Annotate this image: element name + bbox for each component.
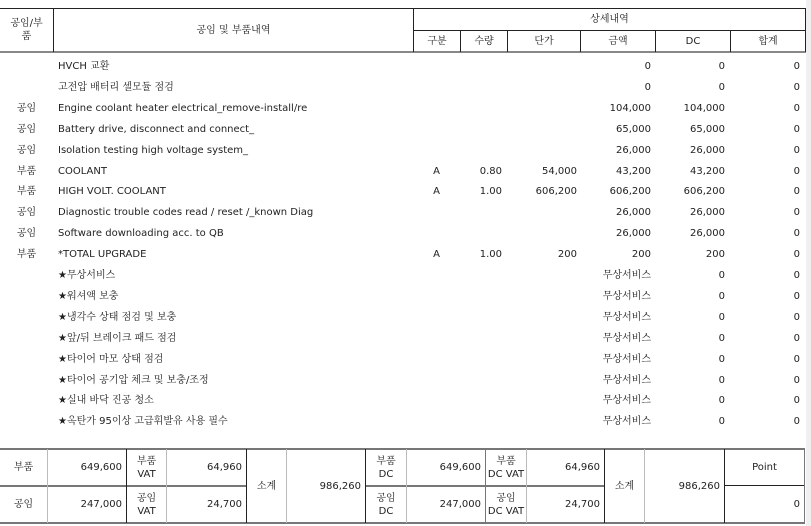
- labor-dc-label: [366, 487, 406, 522]
- table-row[interactable]: [0, 370, 806, 391]
- dc-subtotal-label: 소계: [614, 480, 635, 492]
- parts-dc-label-line2: DC: [378, 468, 394, 480]
- row-dc: 43,200: [690, 165, 725, 177]
- row-amount: 무상서비스: [602, 374, 651, 386]
- table-row[interactable]: [0, 390, 806, 411]
- row-type: [0, 390, 53, 411]
- row-total: 0: [793, 353, 800, 365]
- row-division: [413, 77, 460, 98]
- row-type: 부품: [16, 249, 37, 261]
- row-type: [0, 411, 53, 432]
- table-row[interactable]: [0, 140, 806, 161]
- row-unit-price: [507, 56, 577, 77]
- table-row[interactable]: [0, 349, 806, 370]
- row-division: [413, 307, 460, 328]
- labor-vat-label-line1: 공임: [136, 492, 157, 504]
- header-quantity: 수량: [474, 35, 494, 47]
- parts-value: 649,600: [80, 462, 122, 473]
- row-description: ★타이어 공기압 체크 및 보충/조정: [58, 374, 209, 386]
- summary-bottom-border: [0, 522, 805, 524]
- row-total: 0: [793, 290, 800, 302]
- row-dc: 26,000: [690, 228, 725, 240]
- row-unit-price: [507, 390, 577, 411]
- row-unit-price: [507, 265, 577, 286]
- row-description: COOLANT: [58, 165, 107, 177]
- table-row[interactable]: [0, 411, 806, 432]
- row-description: ★무상서비스: [58, 270, 116, 281]
- row-dc: 26,000: [690, 144, 725, 156]
- row-division: [413, 98, 460, 119]
- vertical-scrollbar[interactable]: [806, 0, 811, 526]
- row-unit-price: [507, 328, 577, 349]
- row-type: 공임: [16, 144, 37, 156]
- row-amount: 26,000: [616, 207, 651, 219]
- row-type: [0, 349, 53, 370]
- row-type: 공임: [16, 228, 37, 240]
- row-type: [0, 56, 53, 77]
- table-row[interactable]: [0, 286, 806, 307]
- labor-dc-vat-label-line1: 공임: [496, 492, 516, 504]
- subtotal-value: 986,260: [319, 480, 361, 492]
- row-dc: 0: [718, 61, 725, 72]
- row-division: [413, 140, 460, 161]
- table-row[interactable]: [0, 98, 806, 119]
- labor-value: 247,000: [80, 499, 122, 510]
- row-division: [413, 56, 460, 77]
- row-division: [413, 370, 460, 391]
- row-unit-price: [507, 307, 577, 328]
- row-description: ★실내 바닥 진공 청소: [58, 395, 154, 407]
- table-row[interactable]: [0, 265, 806, 286]
- row-unit-price: 606,200: [535, 186, 577, 198]
- row-description: Battery drive, disconnect and connect_: [58, 123, 255, 135]
- row-description: 고전압 배터리 셀모듈 점검: [58, 81, 174, 93]
- row-total: 0: [793, 186, 800, 198]
- labor-dc-value: 247,000: [439, 499, 481, 510]
- row-total: 0: [793, 61, 800, 72]
- header-type-line2: 품: [21, 31, 32, 42]
- row-unit-price: [507, 411, 577, 432]
- dc-subtotal-value: 986,260: [678, 480, 720, 492]
- row-quantity: [460, 77, 502, 98]
- row-quantity: [460, 223, 502, 244]
- row-amount: 무상서비스: [602, 416, 651, 428]
- row-total: 0: [793, 270, 800, 281]
- row-dc: 0: [718, 311, 725, 323]
- row-dc: 0: [718, 290, 725, 302]
- row-amount: 무상서비스: [602, 395, 651, 407]
- table-row[interactable]: [0, 56, 806, 77]
- row-description: Software downloading acc. to QB: [58, 228, 224, 240]
- parts-dc-vat-label: [486, 450, 526, 485]
- row-quantity: [460, 307, 502, 328]
- row-total: 0: [793, 102, 800, 114]
- row-amount: 무상서비스: [602, 332, 651, 344]
- parts-dc-value: 649,600: [439, 462, 481, 473]
- row-total: 0: [793, 165, 800, 177]
- row-dc: 0: [718, 416, 725, 428]
- row-description: Engine coolant heater electrical_remove-install/re: [58, 102, 308, 114]
- row-total: 0: [793, 123, 800, 135]
- row-type: [0, 328, 53, 349]
- row-dc: 104,000: [683, 102, 725, 114]
- row-unit-price: 54,000: [542, 165, 577, 177]
- row-quantity: [460, 411, 502, 432]
- row-quantity: [460, 390, 502, 411]
- row-quantity: [460, 202, 502, 223]
- row-description: Isolation testing high voltage system_: [58, 144, 249, 156]
- row-quantity: [460, 349, 502, 370]
- table-row[interactable]: [0, 307, 806, 328]
- row-quantity: [460, 370, 502, 391]
- row-type: [0, 307, 53, 328]
- divider: [724, 485, 805, 486]
- parts-vat-label-line1: 부품: [136, 455, 157, 467]
- row-quantity: 1.00: [479, 249, 502, 261]
- row-amount: 무상서비스: [602, 353, 651, 365]
- labor-dc-label-line1: 공임: [376, 492, 396, 504]
- row-total: 0: [793, 144, 800, 156]
- point-label: Point: [752, 462, 777, 473]
- row-amount: 26,000: [616, 228, 651, 240]
- row-division: [413, 349, 460, 370]
- row-total: 0: [793, 395, 800, 407]
- row-dc: 0: [718, 374, 725, 386]
- header-detail-group: 상세내역: [590, 14, 629, 25]
- parts-label: 부품: [13, 462, 34, 473]
- row-division: [413, 390, 460, 411]
- row-description: ★타이어 마모 상태 점검: [58, 353, 164, 365]
- row-quantity: [460, 98, 502, 119]
- row-quantity: [460, 265, 502, 286]
- parts-vat-label: [127, 450, 166, 485]
- row-amount: 무상서비스: [602, 270, 651, 281]
- row-amount: 43,200: [616, 165, 651, 177]
- row-amount: 0: [644, 61, 651, 72]
- row-unit-price: [507, 202, 577, 223]
- divider: [804, 449, 805, 523]
- header-type: [0, 9, 53, 51]
- row-quantity: 1.00: [479, 186, 502, 198]
- row-unit-price: [507, 223, 577, 244]
- row-division: [413, 286, 460, 307]
- row-unit-price: [507, 370, 577, 391]
- row-division: [413, 119, 460, 140]
- table-row[interactable]: [0, 244, 806, 265]
- row-amount: 65,000: [616, 123, 651, 135]
- row-amount: 26,000: [616, 144, 651, 156]
- row-type: [0, 286, 53, 307]
- row-amount: 무상서비스: [602, 311, 651, 323]
- header-division: 구분: [427, 35, 447, 47]
- row-dc: 606,200: [683, 186, 725, 198]
- row-division: A: [433, 165, 440, 177]
- row-amount: 무상서비스: [602, 290, 651, 302]
- table-row[interactable]: [0, 119, 806, 140]
- row-type: [0, 77, 53, 98]
- header-type-line1: 공임/부: [10, 18, 43, 29]
- row-quantity: [460, 56, 502, 77]
- row-total: 0: [793, 249, 800, 261]
- table-row[interactable]: [0, 202, 806, 223]
- row-dc: 0: [718, 270, 725, 281]
- row-amount: 606,200: [609, 186, 651, 198]
- subtotal-label: 소계: [256, 480, 277, 492]
- labor-label: 공임: [13, 499, 34, 510]
- row-description: ★워셔액 보충: [58, 290, 119, 302]
- table-row[interactable]: [0, 223, 806, 244]
- row-unit-price: [507, 77, 577, 98]
- point-value: 0: [793, 499, 800, 510]
- header-bottom-border: [0, 51, 806, 53]
- row-amount: 200: [631, 249, 651, 261]
- row-description: HIGH VOLT. COOLANT: [58, 186, 166, 198]
- row-total: 0: [793, 228, 800, 240]
- header-description: 공임 및 부품내역: [196, 24, 271, 36]
- row-unit-price: [507, 140, 577, 161]
- row-total: 0: [793, 332, 800, 344]
- parts-dc-vat-value: 64,960: [565, 462, 600, 473]
- row-quantity: [460, 119, 502, 140]
- header-amount: 금액: [608, 35, 628, 47]
- row-division: [413, 223, 460, 244]
- row-type: [0, 265, 53, 286]
- row-division: [413, 202, 460, 223]
- table-row[interactable]: [0, 77, 806, 98]
- row-description: Diagnostic trouble codes read / reset /_known Diag: [58, 207, 314, 219]
- labor-dc-label-line2: DC: [378, 505, 394, 517]
- row-unit-price: [507, 286, 577, 307]
- header-total: 합계: [758, 35, 778, 47]
- row-description: HVCH 교환: [58, 61, 110, 72]
- row-amount: 104,000: [609, 102, 651, 114]
- row-division: [413, 265, 460, 286]
- row-quantity: [460, 140, 502, 161]
- header-dc: DC: [685, 35, 701, 47]
- row-total: 0: [793, 374, 800, 386]
- row-type: 공임: [16, 207, 37, 219]
- row-quantity: 0.80: [479, 165, 502, 177]
- row-dc: 200: [705, 249, 725, 261]
- row-amount: 0: [644, 81, 651, 93]
- parts-vat-value: 64,960: [207, 462, 242, 473]
- row-division: A: [433, 249, 440, 261]
- parts-dc-vat-label-line1: 부품: [496, 455, 516, 467]
- row-dc: 0: [718, 353, 725, 365]
- row-unit-price: [507, 98, 577, 119]
- row-dc: 0: [718, 332, 725, 344]
- parts-dc-vat-label-line2: DC VAT: [487, 468, 525, 480]
- labor-dc-vat-label-line2: DC VAT: [487, 505, 525, 517]
- parts-vat-label-line2: VAT: [137, 468, 156, 480]
- labor-vat-value: 24,700: [207, 499, 242, 510]
- row-division: A: [433, 186, 440, 198]
- row-type: [0, 370, 53, 391]
- labor-dc-vat-label: [486, 487, 526, 522]
- row-description: ★앞/뒤 브레이크 패드 점검: [58, 332, 177, 344]
- row-total: 0: [793, 81, 800, 93]
- row-type: 부품: [16, 165, 37, 177]
- row-division: [413, 328, 460, 349]
- labor-dc-vat-value: 24,700: [565, 499, 600, 510]
- row-quantity: [460, 328, 502, 349]
- row-total: 0: [793, 311, 800, 323]
- row-quantity: [460, 286, 502, 307]
- row-dc: 65,000: [690, 123, 725, 135]
- row-unit-price: 200: [557, 249, 577, 261]
- row-division: [413, 411, 460, 432]
- row-dc: 0: [718, 81, 725, 93]
- labor-vat-label-line2: VAT: [137, 505, 156, 517]
- table-row[interactable]: [0, 328, 806, 349]
- table-row[interactable]: [0, 161, 806, 182]
- row-type: 부품: [16, 186, 37, 198]
- row-total: 0: [793, 416, 800, 428]
- row-description: ★옥탄가 95이상 고급휘발유 사용 필수: [58, 416, 228, 428]
- parts-dc-label: [366, 450, 406, 485]
- row-type: 공임: [16, 102, 37, 114]
- header-unit-price: 단가: [534, 35, 554, 47]
- row-unit-price: [507, 119, 577, 140]
- row-type: 공임: [16, 123, 37, 135]
- row-description: *TOTAL UPGRADE: [58, 249, 147, 261]
- labor-vat-label: [127, 487, 166, 522]
- parts-dc-label-line1: 부품: [376, 455, 396, 467]
- row-description: ★냉각수 상태 점검 및 보충: [58, 311, 177, 323]
- row-total: 0: [793, 207, 800, 219]
- table-row[interactable]: [0, 181, 806, 202]
- row-dc: 0: [718, 395, 725, 407]
- row-dc: 26,000: [690, 207, 725, 219]
- row-unit-price: [507, 349, 577, 370]
